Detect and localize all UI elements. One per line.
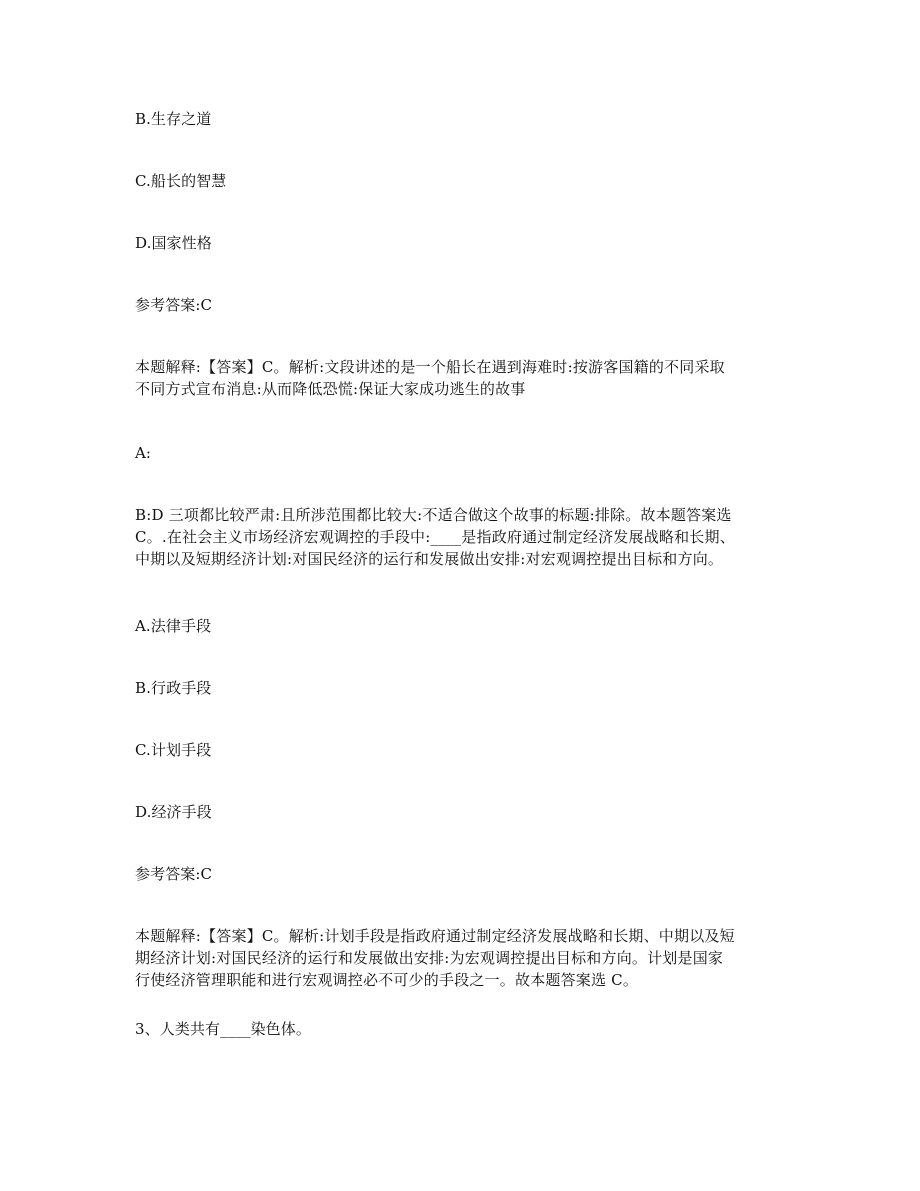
q2-explanation: [135, 925, 785, 991]
q3-stem: 3、人类共有____染色体。: [135, 1020, 311, 1038]
q2-stem-line: C。.在社会主义市场经济宏观调控的手段中:____是指政府通过制定经济发展战略和长期、: [135, 528, 735, 546]
q2-option-d: D.经济手段: [135, 803, 212, 821]
q2-stem-line: 中期以及短期经济计划:对国民经济的运行和发展做出安排:对宏观调控提出目标和方向。: [135, 550, 724, 568]
q2-stem-line: B:D 三项都比较严肃:且所涉范围都比较大:不适合做这个故事的标题:排除。故本题答案选: [135, 506, 732, 524]
q2-explanation-line: 行使经济管理职能和进行宏观调控必不可少的手段之一。故本题答案选 C。: [135, 971, 639, 989]
q1-explanation-line: 不同方式宣布消息:从而降低恐慌:保证大家成功逃生的故事: [135, 380, 526, 398]
q2-explanation-line: 本题解释:【答案】C。解析:计划手段是指政府通过制定经济发展战略和长期、中期以及短: [135, 927, 735, 945]
q1-explanation-line: 本题解释:【答案】C。解析:文段讲述的是一个船长在遇到海难时:按游客国籍的不同采取: [135, 358, 725, 376]
q2-stem: [135, 504, 785, 570]
q2-explanation-line: 期经济计划:对国民经济的运行和发展做出安排:为宏观调控提出目标和方向。计划是国家: [135, 949, 724, 967]
q1-answer: 参考答案:C: [135, 296, 213, 314]
q2-option-a: A.法律手段: [135, 617, 212, 635]
q1-option-b: B.生存之道: [135, 110, 212, 128]
q2-answer: 参考答案:C: [135, 865, 213, 883]
q1-explanation: [135, 356, 785, 400]
q1-option-d: D.国家性格: [135, 234, 212, 252]
q2-option-b: B.行政手段: [135, 679, 212, 697]
q2-option-c: C.计划手段: [135, 741, 212, 759]
a-line: A:: [135, 444, 152, 462]
q1-option-c: C.船长的智慧: [135, 172, 227, 190]
